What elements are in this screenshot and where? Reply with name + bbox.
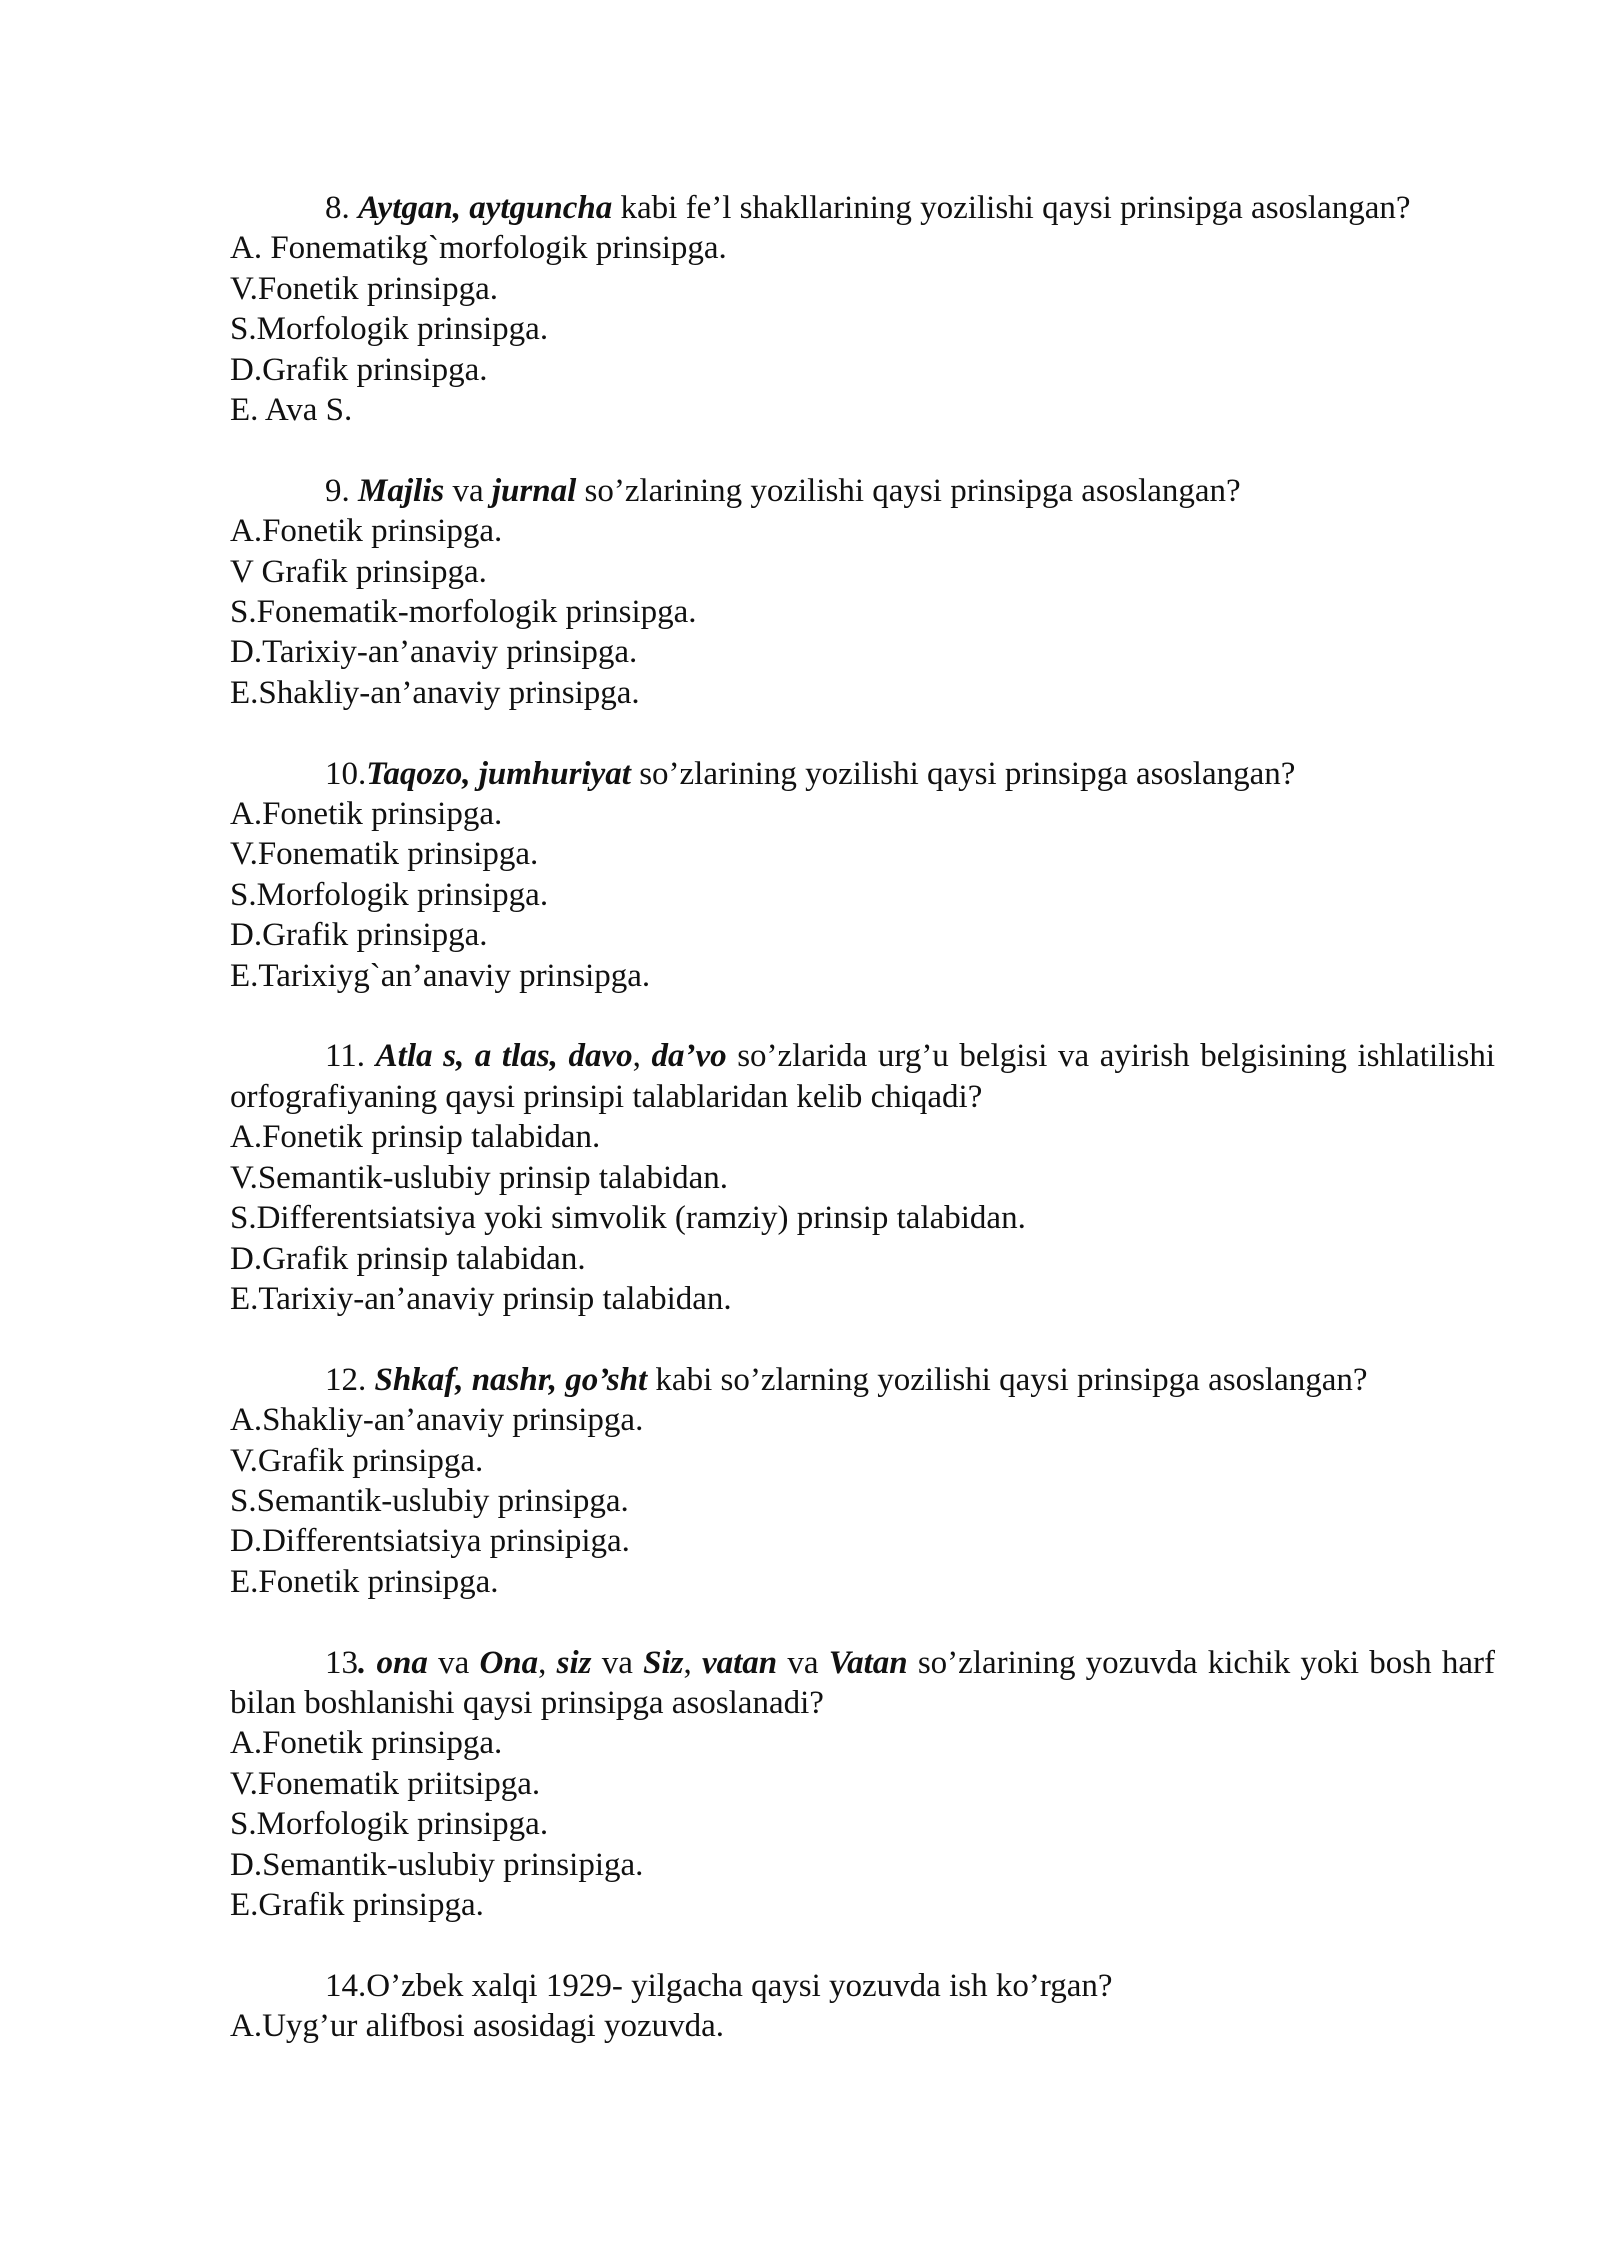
answer-option: V.Fonematik prinsipga. xyxy=(230,836,539,873)
answer-option: A.Fonetik prinsipga. xyxy=(230,796,503,833)
answer-option: V.Fonematik priitsipga. xyxy=(230,1765,541,1802)
question-block xyxy=(230,471,1495,713)
answer-option: A.Shakliy-an’anaviy prinsipga. xyxy=(230,1402,644,1439)
question-text: so’zlarining yozilishi qaysi prinsipga asoslangan? xyxy=(576,472,1241,509)
question-text: 9. xyxy=(325,472,358,509)
question-text: , xyxy=(632,1038,652,1075)
question-keyword: Shkaf, nashr, go’sht xyxy=(374,1361,648,1398)
question-keyword: Atla s, a tlas, davo xyxy=(375,1038,633,1075)
question-stem xyxy=(230,1643,1495,1724)
question-stem xyxy=(230,1036,1495,1117)
answer-option: V.Semantik-uslubiy prinsip talabidan. xyxy=(230,1159,729,1196)
question-text: 13 xyxy=(325,1644,358,1681)
answer-option: E. Ava S. xyxy=(230,392,353,429)
answer-option: S.Morfologik prinsipga. xyxy=(230,876,549,913)
question-text: 10. xyxy=(325,755,367,792)
answer-option: A.Fonetik prinsipga. xyxy=(230,1725,503,1762)
answer-option: E.Grafik prinsipga. xyxy=(230,1886,484,1923)
question-block xyxy=(230,188,1495,430)
question-text: 12. xyxy=(325,1361,375,1398)
question-text: 11. xyxy=(325,1038,376,1075)
answer-option: S.Morfologik prinsipga. xyxy=(230,1806,549,1843)
question-keyword: da’vo xyxy=(651,1038,727,1075)
question-text: so’zlarining yozuvda kichik yoki bosh harf bilan boshlanishi qaysi prinsipga asoslanadi? xyxy=(230,1644,1496,1721)
answer-option: V Grafik prinsipga. xyxy=(230,553,487,590)
question-text: so’zlarining yozilishi qaysi prinsipga asoslangan? xyxy=(630,755,1296,792)
answer-option: S.Morfologik prinsipga. xyxy=(230,311,549,348)
question-text: va xyxy=(427,1644,480,1681)
question-block xyxy=(230,1036,1495,1319)
question-text: va xyxy=(591,1644,644,1681)
answer-option: D.Grafik prinsip talabidan. xyxy=(230,1240,586,1277)
question-keyword: jurnal xyxy=(491,472,577,509)
question-text: kabi fe’l shakllarining yozilishi qaysi prinsipga asoslangan? xyxy=(612,190,1411,226)
question-keyword: Majlis xyxy=(358,472,445,509)
answer-option: D.Grafik prinsipga. xyxy=(230,917,488,954)
answer-option: D.Differentsiatsiya prinsipiga. xyxy=(230,1523,630,1560)
question-text: 14.O’zbek xalqi 1929- yilgacha qaysi yozuvda ish ko’rgan? xyxy=(325,1967,1113,2004)
question-stem xyxy=(230,188,1495,228)
question-text: va xyxy=(777,1644,829,1681)
answer-option: D.Semantik-uslubiy prinsipiga. xyxy=(230,1846,644,1883)
answer-option: A. Fonematikg`morfologik prinsipga. xyxy=(230,230,727,267)
answer-option: A.Fonetik prinsipga. xyxy=(230,513,503,550)
question-block xyxy=(230,1966,1495,2047)
question-text: 8. xyxy=(325,190,358,226)
question-block xyxy=(230,1643,1495,1926)
question-keyword: siz xyxy=(556,1644,592,1681)
answer-option: D.Grafik prinsipga. xyxy=(230,351,488,388)
answer-option: S.Semantik-uslubiy prinsipga. xyxy=(230,1482,629,1519)
answer-option: E.Shakliy-an’anaviy prinsipga. xyxy=(230,674,640,711)
question-keyword: Aytgan, xyxy=(358,190,461,226)
question-keyword: Ona xyxy=(479,1644,539,1681)
answer-option: S.Fonematik-morfologik prinsipga. xyxy=(230,594,697,631)
question-text: va xyxy=(444,472,492,509)
question-text: so’zlarida urg’u belgisi va ayirish belgisining ishlatilishi orfografiyaning qaysi prinsipi talablaridan kelib chiqadi? xyxy=(230,1038,1495,1115)
answer-option: V.Fonetik prinsipga. xyxy=(230,270,498,307)
question-keyword: Taqozo, jumhuriyat xyxy=(366,755,631,792)
answer-option: E.Tarixiy-an’anaviy prinsip talabidan. xyxy=(230,1280,732,1317)
question-text: , xyxy=(538,1644,557,1681)
question-text: kabi so’zlarning yozilishi qaysi prinsipga asoslangan? xyxy=(647,1361,1368,1398)
question-stem xyxy=(230,1966,1495,2006)
question-block xyxy=(230,754,1495,996)
question-keyword: Vatan xyxy=(828,1644,908,1681)
answer-option: A.Uyg’ur alifbosi asosidagi yozuvda. xyxy=(230,2008,724,2045)
question-keyword: aytguncha xyxy=(469,190,613,226)
answer-option: S.Differentsiatsiya yoki simvolik (ramziy) prinsip talabidan. xyxy=(230,1200,1026,1237)
question-stem xyxy=(230,754,1495,794)
answer-option: A.Fonetik prinsip talabidan. xyxy=(230,1119,601,1156)
question-stem xyxy=(230,1360,1495,1400)
answer-option: D.Tarixiy-an’anaviy prinsipga. xyxy=(230,634,638,671)
question-keyword: Siz xyxy=(643,1644,684,1681)
question-text xyxy=(461,190,469,226)
answer-option: V.Grafik prinsipga. xyxy=(230,1442,484,1479)
answer-option: E.Fonetik prinsipga. xyxy=(230,1563,499,1600)
question-text: , xyxy=(683,1644,702,1681)
answer-option: E.Tarixiyg`an’anaviy prinsipga. xyxy=(230,957,651,994)
question-block xyxy=(230,1360,1495,1602)
question-keyword: vatan xyxy=(701,1644,778,1681)
document-page xyxy=(230,188,1495,2087)
question-keyword: . ona xyxy=(358,1644,428,1681)
question-stem xyxy=(230,471,1495,511)
